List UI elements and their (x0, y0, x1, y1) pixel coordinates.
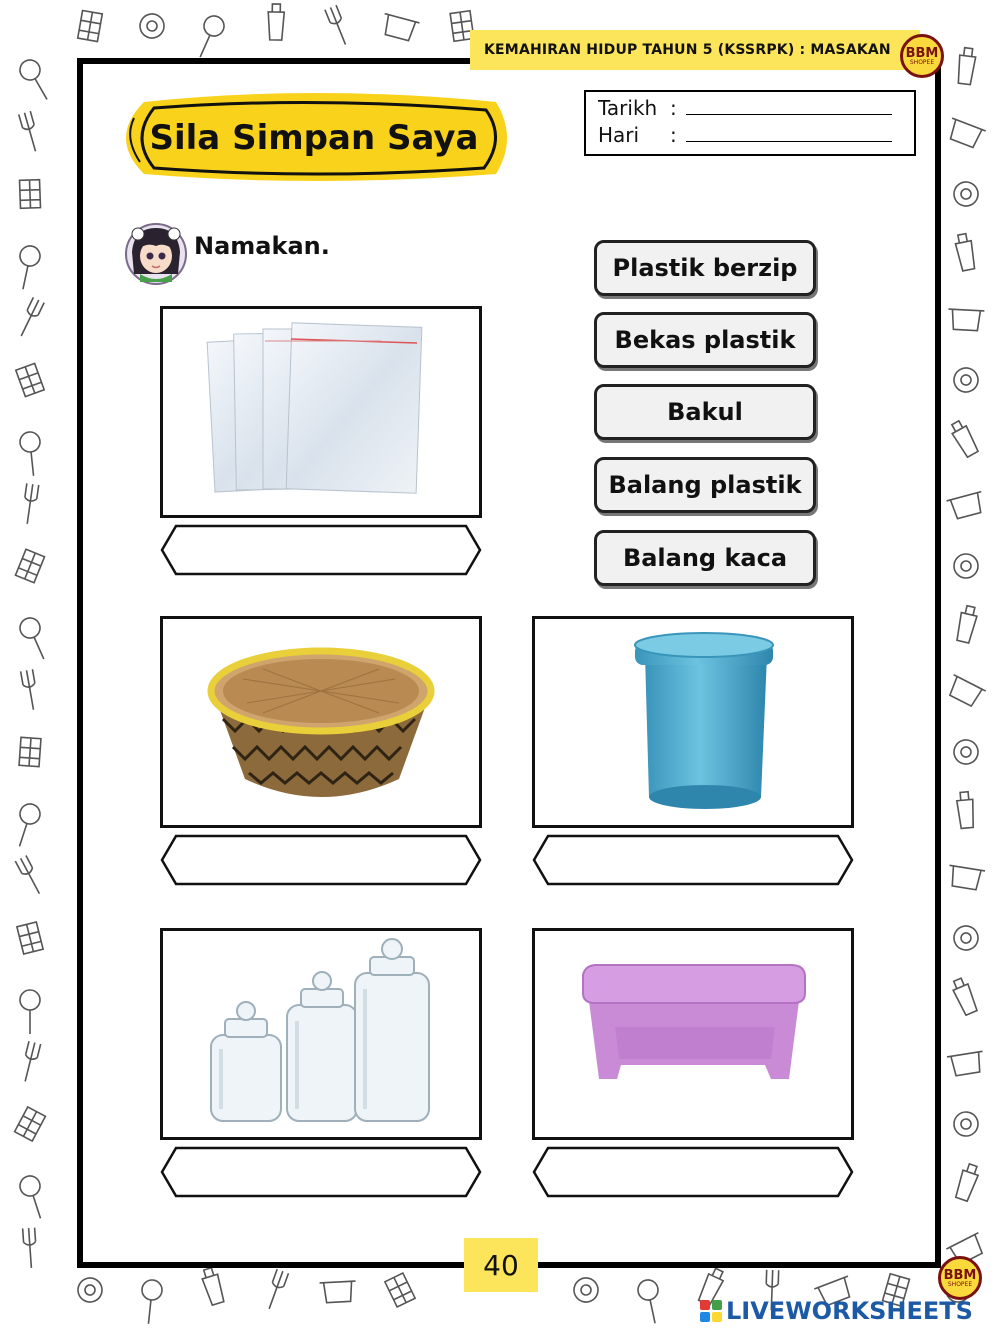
utensil-doodle-icon (138, 12, 167, 41)
picture-frame-ziplock-bags (160, 306, 482, 518)
picture-frame-glass-jars (160, 928, 482, 1140)
date-field[interactable] (686, 96, 892, 115)
utensil-doodle-icon (954, 233, 977, 271)
utensil-doodle-icon (954, 554, 978, 578)
utensil-doodle-icon (10, 801, 43, 849)
utensil-doodle-icon (19, 1041, 40, 1083)
utensil-doodle-icon (17, 922, 43, 954)
utensil-doodle-icon (15, 549, 44, 582)
picture-frame-basket (160, 616, 482, 828)
utensil-doodle-icon (78, 10, 103, 41)
word-card-plastik-berzip[interactable]: Plastik berzip (594, 240, 816, 296)
utensil-doodle-icon (19, 737, 41, 766)
worksheet-title: Sila Simpan Saya (149, 118, 479, 158)
picture-frame-purple-container (532, 928, 854, 1140)
utensil-doodle-icon (325, 5, 351, 47)
utensil-doodle-icon (572, 1276, 600, 1304)
utensil-doodle-icon (13, 244, 42, 291)
utensil-doodle-icon (200, 1267, 226, 1306)
day-label: Hari (598, 123, 640, 147)
purple-plastic-container-image (535, 931, 851, 1137)
date-label: Tarikh (598, 96, 658, 120)
answer-box-5[interactable] (532, 1146, 854, 1198)
word-card-balang-plastik[interactable]: Balang plastik (594, 457, 816, 513)
utensil-doodle-icon (17, 1173, 50, 1221)
utensil-doodle-icon (946, 865, 985, 890)
utensil-doodle-icon (21, 483, 38, 524)
answer-box-2[interactable] (160, 834, 482, 886)
utensil-doodle-icon (956, 47, 976, 85)
utensil-doodle-icon (950, 977, 979, 1016)
utensil-doodle-icon (385, 1273, 415, 1307)
utensil-doodle-icon (953, 1111, 979, 1137)
utensil-doodle-icon (947, 1051, 986, 1076)
utensil-doodle-icon (15, 856, 44, 897)
utensil-doodle-icon (264, 1269, 289, 1311)
utensil-doodle-icon (139, 1279, 163, 1325)
utensil-doodle-icon (956, 791, 975, 828)
worksheet-title-banner (114, 88, 514, 188)
header-banner (470, 30, 920, 70)
answer-box-4[interactable] (160, 1146, 482, 1198)
picture-frame-blue-canister (532, 616, 854, 828)
utensil-doodle-icon (21, 669, 40, 710)
student-avatar-icon (124, 222, 188, 286)
utensil-doodle-icon (950, 178, 982, 210)
bbm-logo: BBM SHOPEE (900, 34, 944, 78)
utensil-doodle-icon (16, 363, 44, 396)
utensil-doodle-icon (19, 111, 42, 153)
liveworksheets-logo-icon (700, 1300, 722, 1322)
utensil-doodle-icon (945, 675, 986, 709)
utensil-doodle-icon (636, 1278, 665, 1325)
utensil-doodle-icon (948, 419, 979, 458)
utensil-doodle-icon (16, 56, 55, 104)
utensil-doodle-icon (951, 737, 982, 768)
utensil-doodle-icon (20, 990, 40, 1034)
utensil-doodle-icon (17, 615, 53, 663)
utensil-doodle-icon (947, 492, 987, 521)
utensil-doodle-icon (23, 1228, 38, 1269)
ziplock-bags-image (163, 309, 479, 515)
liveworksheets-watermark: LIVEWORKSHEETS (700, 1296, 973, 1326)
utensil-doodle-icon (15, 1107, 46, 1141)
utensil-doodle-icon (955, 605, 979, 644)
word-card-balang-kaca[interactable]: Balang kaca (594, 530, 816, 586)
utensil-doodle-icon (268, 4, 285, 40)
utensil-doodle-icon (951, 365, 981, 395)
utensil-doodle-icon (954, 1163, 981, 1202)
date-day-box: Tarikh : Hari : (584, 90, 916, 156)
utensil-doodle-icon (945, 118, 986, 150)
glass-jars-image (163, 931, 479, 1137)
utensil-doodle-icon (74, 1274, 107, 1307)
utensil-doodle-icon (19, 431, 43, 477)
utensil-doodle-icon (20, 180, 41, 209)
woven-basket-image (163, 619, 479, 825)
utensil-doodle-icon (950, 922, 981, 953)
utensil-doodle-icon (320, 1281, 357, 1303)
utensil-doodle-icon (380, 14, 420, 43)
page-number: 40 (464, 1238, 538, 1292)
word-card-bekas-plastik[interactable]: Bekas plastik (594, 312, 816, 368)
blue-plastic-canister-image (535, 619, 851, 825)
instruction-text: Namakan. (194, 232, 330, 260)
utensil-doodle-icon (191, 13, 227, 61)
utensil-doodle-icon (947, 309, 984, 331)
bbm-logo-footer: BBM SHOPEE (938, 1256, 982, 1300)
word-card-bakul[interactable]: Bakul (594, 384, 816, 440)
answer-box-3[interactable] (532, 834, 854, 886)
header-banner-text: KEMAHIRAN HIDUP TAHUN 5 (KSSRPK) : MASAKAN (484, 42, 891, 58)
day-field[interactable] (686, 123, 892, 142)
answer-box-1[interactable] (160, 524, 482, 576)
utensil-doodle-icon (16, 297, 44, 338)
